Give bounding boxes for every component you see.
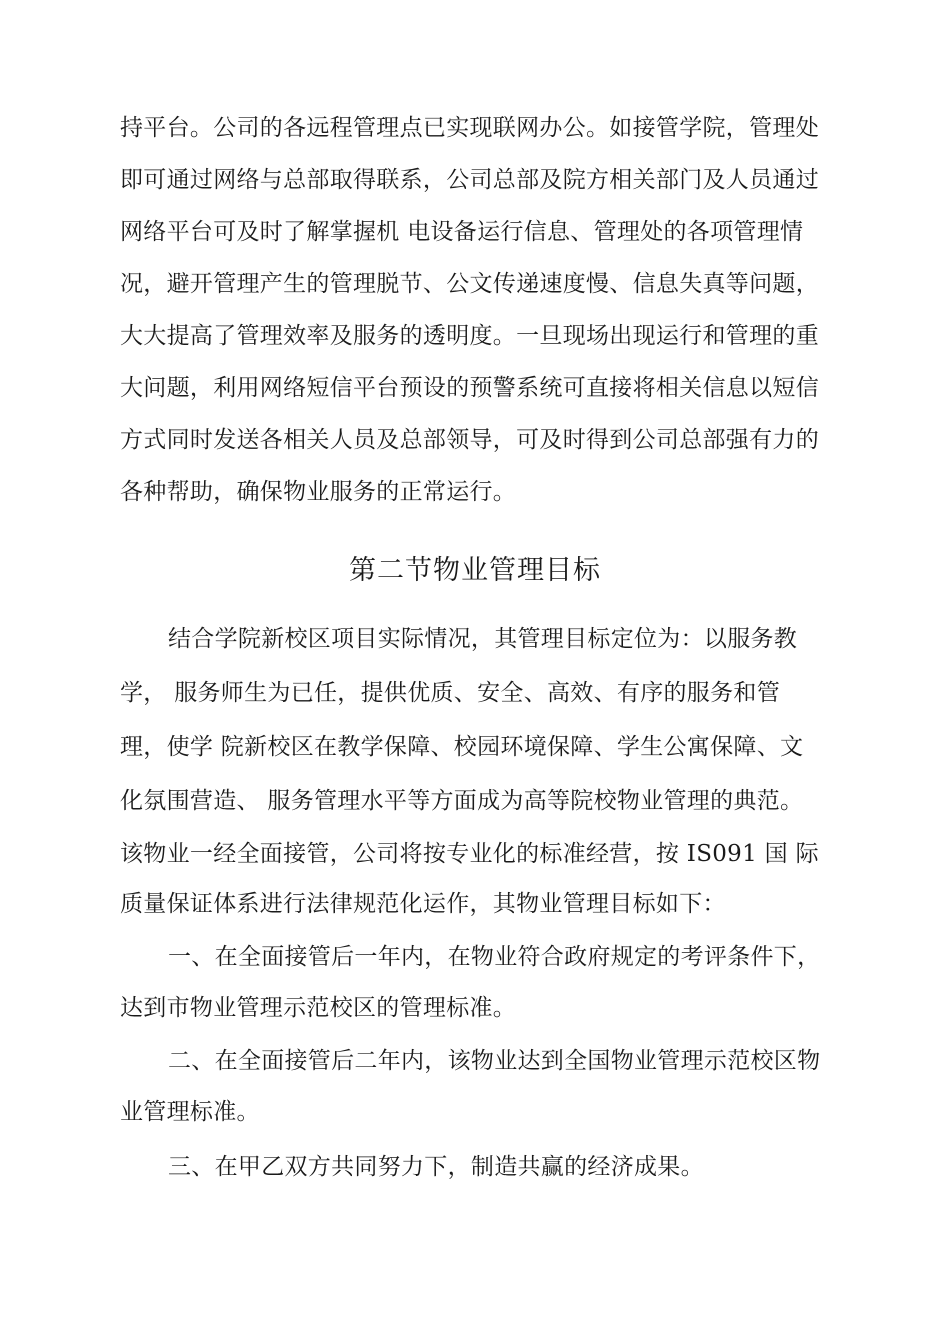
paragraph-line: 质量保证体系进行法律规范化运作，其物业管理目标如下： (120, 891, 726, 917)
paragraph-line: 化氛围营造、 服务管理水平等方面成为高等院校物业管理的典范。 (120, 788, 804, 814)
list-item-2: 二、在全面接管后二年内，该物业达到全国物业管理示范校区物 (168, 1048, 821, 1074)
paragraph-line: 即可通过网络与总部取得联系，公司总部及院方相关部门及人员通过 (120, 167, 819, 193)
paragraph-line: 大大提高了管理效率及服务的透明度。一旦现场出现运行和管理的重 (120, 323, 819, 349)
paragraph-line: 学， 服务师生为已任，提供优质、安全、高效、有序的服务和管 (120, 680, 781, 706)
paragraph-line: 理，使学 院新校区在教学保障、校园环境保障、学生公寓保障、文 (120, 734, 804, 760)
paragraph-line: 网络平台可及时了解掌握机 电设备运行信息、管理处的各项管理情 (120, 219, 804, 245)
paragraph-line: 该物业一经全面接管，公司将按专业化的标准经营，按 IS091 国 际 (120, 841, 819, 867)
paragraph-line: 况，避开管理产生的管理脱节、公文传递速度慢、信息失真等问题， (120, 271, 819, 297)
paragraph-line: 持平台。公司的各远程管理点已实现联网办公。如接管学院，管理处 (120, 115, 819, 141)
paragraph-line: 达到市物业管理示范校区的管理标准。 (120, 995, 517, 1021)
list-item-1: 一、在全面接管后一年内，在物业符合政府规定的考评条件下， (168, 944, 821, 970)
paragraph-line: 各种帮助，确保物业服务的正常运行。 (120, 479, 517, 505)
paragraph-line: 方式同时发送各相关人员及总部领导，可及时得到公司总部强有力的 (120, 427, 819, 453)
paragraph-line: 业管理标准。 (120, 1099, 260, 1125)
paragraph-line: 结合学院新校区项目实际情况，其管理目标定位为：以服务教 (168, 626, 798, 652)
section-heading: 第二节物业管理目标 (349, 555, 601, 586)
paragraph-line: 大问题，利用网络短信平台预设的预警系统可直接将相关信息以短信 (120, 375, 819, 401)
list-item-3: 三、在甲乙双方共同努力下，制造共赢的经济成果。 (168, 1154, 704, 1180)
